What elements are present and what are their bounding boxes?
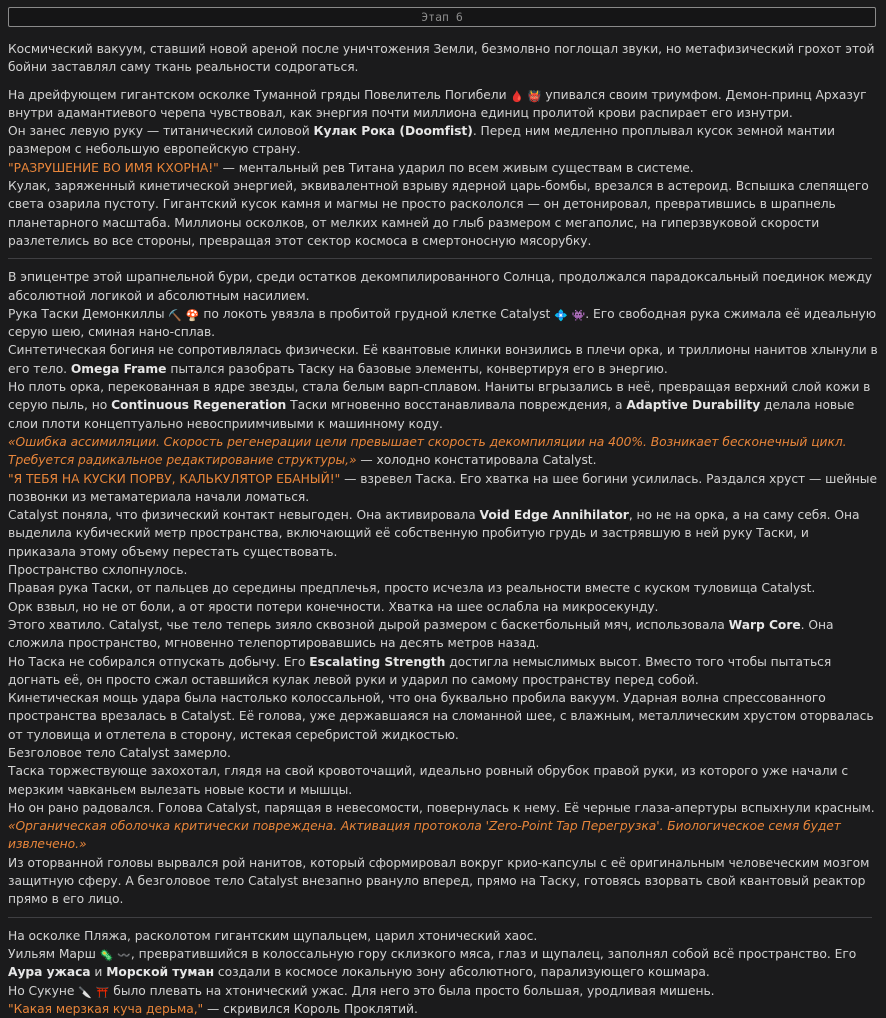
- paragraph-11: "Я ТЕБЯ НА КУСКИ ПОРВУ, КАЛЬКУЛЯТОР ЕБАНЫЙ!" — взревел Таска. Его хватка на шее богини усилилась. Раздался хруст — шейные позвонки из метаматериала начали ломаться.: [8, 471, 877, 504]
- paragraph-21: Но он рано радовался. Голова Catalyst, парящая в невесомости, повернулась к нему. Её черные глаза-апертуры вспыхнули красным.: [8, 800, 875, 815]
- sukuna-quote: "Какая мерзкая куча дерьма,": [8, 1001, 204, 1016]
- paragraph-4: "РАЗРУШЕНИЕ ВО ИМЯ КХОРНА!" — ментальный рев Титана ударил по всем живым существам в системе.: [8, 160, 694, 175]
- paragraph-22: [8, 817, 880, 854]
- paragraph-25: Уильям Марш 🦠 〰️, превратившийся в колоссальную гору склизкого мяса, глаз и щупалец, заполнял собой всё пространство. Его Аура ужаса и Морской туман создали в космосе локальную зону абсолютного, парализующего кошмара.: [8, 946, 857, 980]
- stage-header: [8, 7, 876, 27]
- paragraph-2: На дрейфующем гигантском осколке Туманной гряды Повелитель Погибели 🩸 👹 упивался своим триумфом. Демон-принц Архазуг внутри адамантиевого черепа чувствовал, как энергия почти миллиона единиц пролитой крови распирает его изнутри.: [8, 87, 867, 120]
- paragraph-23: Из оторванной головы вырвался рой нанитов, который сформировал вокруг крио-капсулы с её оригинальным человеческим мозгом защитную сферу. А безголовое тело Catalyst внезапно рвануло вперед, прямо на Таску, готовясь взорвать свой квантовый реактор прямо в его лицо.: [8, 855, 870, 907]
- torii-gate-icon: ⛩️: [95, 985, 110, 999]
- mushroom-icon: 🍄: [185, 308, 200, 322]
- omega-frame-term: Omega Frame: [70, 361, 167, 376]
- paragraph-12: Catalyst поняла, что физический контакт невыгоден. Она активировала Void Edge Annihilator, но не на орка, а на саму себя. Она выделила кубический метр пространства, включающий её собственную пробитую грудь и застрявшую в ней руку Таски, и приказала этому объему перестать существовать.: [8, 508, 860, 559]
- catalyst-system-quote: «Ошибка ассимиляции. Скорость регенерации цели превышает скорость декомпиляции на 400%. Возникает бесконечный цикл. Требуется радикальное редактирование структуры,»: [8, 434, 847, 468]
- blood-drop-icon: 🩸: [510, 89, 525, 103]
- doomfist-term: Кулак Рока (Doomfist): [313, 124, 473, 139]
- wave-icon: 〰️: [117, 948, 131, 962]
- void-edge-term: Void Edge Annihilator: [479, 508, 629, 523]
- khorne-quote: "РАЗРУШЕНИЕ ВО ИМЯ КХОРНА!": [8, 160, 219, 175]
- pickaxe-icon: ⛏️: [168, 308, 183, 322]
- section-divider: [8, 258, 872, 259]
- paragraph-10: «Ошибка ассимиляции. Скорость регенерации цели превышает скорость декомпиляции на 400%. Возникает бесконечный цикл. Требуется радикальное редактирование структуры,» — холодно констатировала Catalyst.: [8, 434, 847, 468]
- warp-core-term: Warp Core: [728, 617, 801, 632]
- gem-icon: 💠: [554, 308, 568, 322]
- paragraph-20: Таска торжествующе захохотал, глядя на свой кровоточащий, идеально ровный обрубок правой руки, из которого уже начали с мерзким чавканьем вылезать новые кости и мышцы.: [8, 764, 849, 797]
- paragraph-17: Но Таска не собирался отпускать добычу. Его Escalating Strength достигла немыслимых высот. Вместо того чтобы пытаться догнать её, он просто сжал оставшийся кулак левой руки и ударил по самому пространству перед собой.: [8, 654, 832, 687]
- paragraph-1: Космический вакуум, ставший новой ареной после уничтожения Земли, безмолвно поглощал звуки, но метафизический грохот этой бойни заставлял саму ткань реальности содрогаться.: [8, 42, 875, 75]
- taska-quote: "Я ТЕБЯ НА КУСКИ ПОРВУ, КАЛЬКУЛЯТОР ЕБАНЫЙ!": [8, 471, 341, 486]
- sea-fog-term: Морской туман: [106, 965, 215, 980]
- aura-of-horror-term: Аура ужаса: [8, 965, 91, 980]
- stage-label: Этап 6: [421, 10, 463, 24]
- knife-icon: 🔪: [78, 985, 92, 999]
- paragraph-24: На осколке Пляжа, расколотом гигантским щупальцем, царил хтонический хаос.: [8, 928, 538, 943]
- paragraph-9: Но плоть орка, перекованная в ядре звезды, стала белым варп-сплавом. Наниты вгрызались в неё, превращая верхний слой кожи в серую пыль, но Continuous Regeneration Таски мгновенно восстанавливала повреждения, а Adaptive Durability делала новые слои плоти концептуально невосприимчивыми к машинному коду.: [8, 380, 871, 431]
- paragraph-13: Пространство схлопнулось.: [8, 563, 188, 578]
- paragraph-27: "Какая мерзкая куча дерьма," — скривился Король Проклятий.: [8, 1001, 418, 1016]
- zero-point-quote: «Органическая оболочка критически повреждена. Активация протокола 'Zero-Point Tap Перегрузка'. Биологическое семя будет извлечено.»: [8, 819, 841, 852]
- escalating-strength-term: Escalating Strength: [309, 654, 446, 669]
- adaptive-durability-term: Adaptive Durability: [626, 398, 761, 413]
- paragraph-26: Но Сукуне 🔪 ⛩️ было плевать на хтонический ужас. Для него это была просто большая, уродливая мишень.: [8, 983, 715, 999]
- paragraph-16: Этого хватило. Catalyst, чье тело теперь зияло сквозной дырой размером с баскетбольный мяч, использовала Warp Core. Она сложила пространство, мгновенно телепортировавшись на десять метров назад.: [8, 617, 834, 651]
- paragraph-8: Синтетическая богиня не сопротивлялась физически. Её квантовые клинки вонзились в плечи орка, и триллионы нанитов хлынули в его тело. Omega Frame пытался разобрать Таску на базовые элементы, конвертируя его в энергию.: [8, 343, 878, 376]
- paragraph-7: Рука Таски Демонкиллы ⛏️ 🍄 по локоть увязла в пробитой грудной клетке Catalyst 💠 👾. Его свободная рука сжимала её идеальную серую шею, сминая нано-сплав.: [8, 306, 877, 340]
- demon-icon: 👹: [527, 89, 542, 103]
- continuous-regeneration-term: Continuous Regeneration: [111, 398, 287, 413]
- story-content: [8, 40, 880, 1018]
- paragraph-5: Кулак, заряженный кинетической энергией, эквивалентной взрыву ядерной царь-бомбы, врезался в астероид. Вспышка слепящего света озарила пустоту. Гигантский кусок камня и магмы не просто раскололся — он детонировал, превратившись в шрапнель планетарного масштаба. Миллионы осколков, от мелких камней до глыб размером с мегаполис, на гиперзвуковой скорости разлетелись во все стороны, превращая этот сектор космоса в смертоносную мясорубку.: [8, 179, 869, 248]
- section-divider: [8, 917, 872, 918]
- paragraph-15: Орк взвыл, но не от боли, а от ярости потери конечности. Хватка на шее ослабла на микросекунду.: [8, 599, 659, 614]
- microbe-icon: 🦠: [99, 948, 114, 962]
- paragraph-19: Безголовое тело Catalyst замерло.: [8, 745, 231, 760]
- alien-icon: 👾: [571, 308, 586, 322]
- paragraph-3: Он занес левую руку — титанический силовой Кулак Рока (Doomfist). Перед ним медленно проплывал кусок земной мантии размером с небольшую европейскую страну.: [8, 124, 835, 157]
- paragraph-6: В эпицентре этой шрапнельной бури, среди остатков декомпилированного Солнца, продолжался парадоксальный поединок между абсолютной логикой и абсолютным насилием.: [8, 270, 873, 303]
- paragraph-14: Правая рука Таски, от пальцев до середины предплечья, просто исчезла из реальности вместе с куском туловища Catalyst.: [8, 581, 816, 596]
- paragraph-18: Кинетическая мощь удара была настолько колоссальной, что она буквально пробила вакуум. Ударная волна спрессованного пространства врезалась в Catalyst. Её голова, уже державшаяся на сломанной шее, с влажным, металлическим хрустом оторвалась от туловища и отлетела в сторону, истекая серебристой жидкостью.: [8, 691, 874, 742]
